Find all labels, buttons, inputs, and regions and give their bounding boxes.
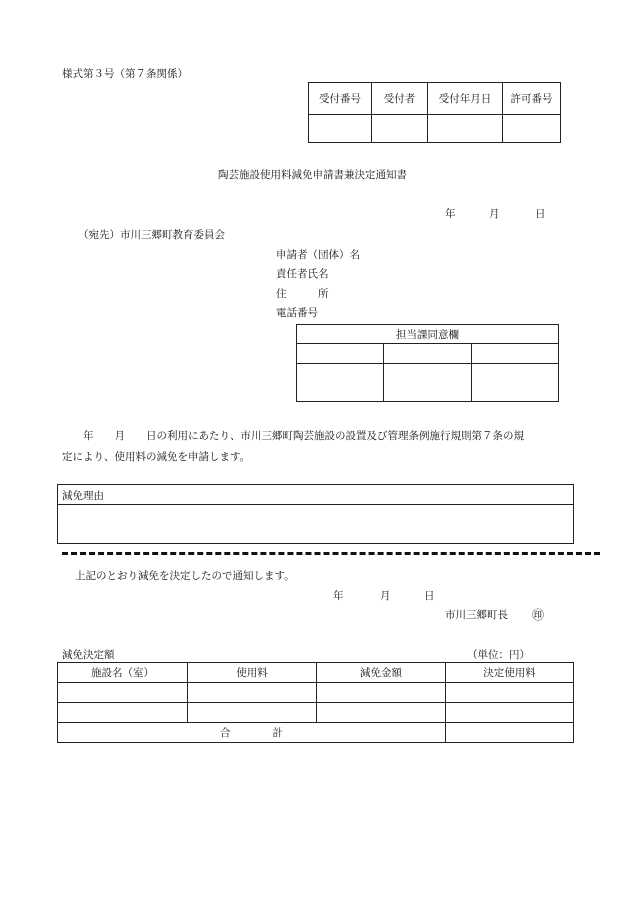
amount-cell[interactable] [446,703,574,723]
request-text-line1: 年 月 日の利用にあたり、市川三郷町陶芸施設の設置及び管理条例施行規則第７条の規 [62,430,524,442]
amount-header-final-fee: 決定使用料 [446,663,574,683]
applicant-group-name-label: 申請者（団体）名 [276,249,360,261]
amount-header-fee: 使用料 [188,663,317,683]
representative-name-label: 責任者氏名 [276,268,329,280]
amount-header-facility: 施設名（室） [58,663,188,683]
consent-cell[interactable] [384,364,471,402]
mayor-title: 市川三郷町長 [445,609,508,621]
reception-header-number: 受付番号 [309,83,372,115]
reception-cell-number[interactable] [309,115,372,143]
consent-cell[interactable] [297,344,384,364]
total-amount-cell[interactable] [446,723,574,743]
request-text-line2: 定により、使用料の減免を申請します。 [62,451,251,463]
application-date-month: 月 [489,208,500,220]
amount-unit: （単位：円） [467,649,530,661]
cut-line [62,552,600,555]
amount-cell[interactable] [58,703,188,723]
phone-label: 電話番号 [276,307,318,319]
decision-date-month: 月 [380,590,391,602]
document-title: 陶芸施設使用料減免申請書兼決定通知書 [218,169,407,181]
amount-cell[interactable] [188,703,317,723]
amount-cell[interactable] [58,683,188,703]
form-number: 様式第３号（第７条関係） [62,68,188,80]
seal-mark: ㊞ [532,608,545,622]
decision-date-day: 日 [424,590,435,602]
amount-table [57,662,574,743]
amount-cell[interactable] [446,683,574,703]
consent-table [296,324,559,402]
reception-cell-receiver[interactable] [372,115,428,143]
decision-date-year: 年 [333,590,344,602]
consent-cell[interactable] [384,344,471,364]
amount-cell[interactable] [317,703,446,723]
reason-label: 減免理由 [62,490,104,502]
decision-text: 上記のとおり減免を決定したので通知します。 [75,570,295,582]
reception-cell-permit[interactable] [503,115,561,143]
reason-field[interactable] [58,505,573,543]
total-label: 合 計 [58,723,446,743]
consent-cell[interactable] [297,364,384,402]
consent-cell[interactable] [471,364,558,402]
reception-header-receiver: 受付者 [372,83,428,115]
application-date-day: 日 [535,208,546,220]
amount-cell[interactable] [317,683,446,703]
reception-header-permit: 許可番号 [503,83,561,115]
consent-header: 担当課同意欄 [297,325,559,344]
addressee: （宛先）市川三郷町教育委員会 [78,229,225,241]
amount-label: 減免決定額 [62,649,115,661]
consent-cell[interactable] [471,344,558,364]
amount-header-reduction: 減免金額 [317,663,446,683]
address-label: 住 所 [276,288,329,300]
reception-table [308,82,561,143]
amount-cell[interactable] [188,683,317,703]
reason-box [57,484,574,544]
reception-cell-date[interactable] [428,115,503,143]
reception-header-date: 受付年月日 [428,83,503,115]
application-date-year: 年 [445,208,456,220]
